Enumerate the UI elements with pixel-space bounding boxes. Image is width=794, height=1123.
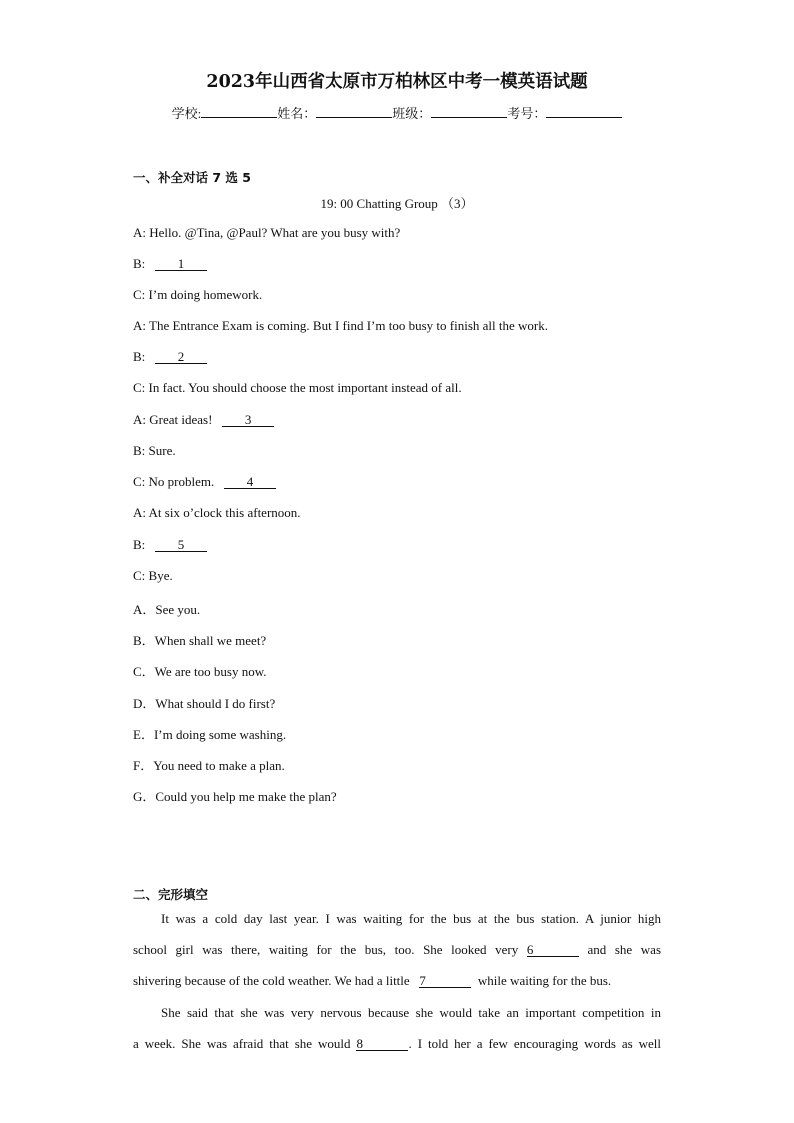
answer-blank[interactable]: 4 [224,475,276,489]
cloze-blank[interactable]: 8 [356,1037,408,1051]
passage-line: school girl was there, waiting for the bus, too. She looked very 6 and she was [133,942,662,957]
class-field[interactable] [431,105,507,118]
name-field[interactable] [316,105,392,118]
school-label: 学校: [171,106,202,121]
answer-blank[interactable]: 2 [155,350,207,364]
answer-blank[interactable]: 3 [222,413,274,427]
option-item: C．We are too busy now. [133,664,267,679]
dialogue-line: A: At six o’clock this afternoon. [133,505,301,520]
school-field[interactable] [201,105,277,118]
dialogue-line: A: Great ideas! 3 [133,412,274,428]
option-item: E．I’m doing some washing. [133,727,287,742]
passage-line: shivering because of the cold weather. We had a little 7 while waiting for the bus. [133,973,612,988]
dialogue-line: B: Sure. [133,443,176,458]
dialogue-line: A: Hello. @Tina, @Paul? What are you busy with? [133,225,401,240]
option-item: A．See you. [133,602,201,617]
page-title: 2023年山西省太原市万柏林区中考一模英语试题 [206,72,588,92]
option-item: F．You need to make a plan. [133,758,285,773]
dialogue-line: A: The Entrance Exam is coming. But I find I’m too busy to finish all the work. [133,318,548,333]
number-label: 考号： [507,106,547,121]
cloze-blank[interactable]: 7 [419,974,471,988]
passage-line: a week. She was afraid that she would 8 . I told her a few encouraging words as well [133,1036,662,1051]
dialogue-line: C: I’m doing homework. [133,287,263,302]
option-item: D．What should I do first? [133,696,276,711]
dialogue-line: B: 5 [133,537,207,553]
dialogue-line: C: No problem. 4 [133,474,276,490]
section-heading-dialogue: 一、补全对话 7 选 5 [133,170,251,185]
section-heading-cloze: 二、完形填空 [133,887,209,902]
class-label: 班级： [392,106,432,121]
name-label: 姓名： [277,106,317,121]
chat-group-subtitle: 19: 00 Chatting Group （3） [320,196,474,211]
dialogue-line: B: 1 [133,256,207,272]
dialogue-line: C: In fact. You should choose the most important instead of all. [133,380,462,395]
answer-blank[interactable]: 1 [155,257,207,271]
dialogue-line: C: Bye. [133,568,173,583]
option-item: B．When shall we meet? [133,633,267,648]
number-field[interactable] [546,105,622,118]
passage-line: It was a cold day last year. I was waiting for the bus at the bus station. A junior high [161,911,661,926]
cloze-blank[interactable]: 6 [527,943,579,957]
student-info-row [0,103,794,122]
answer-blank[interactable]: 5 [155,538,207,552]
passage-line: She said that she was very nervous because she would take an important competition in [161,1005,661,1020]
dialogue-line: B: 2 [133,349,207,365]
option-item: G．Could you help me make the plan? [133,789,337,804]
